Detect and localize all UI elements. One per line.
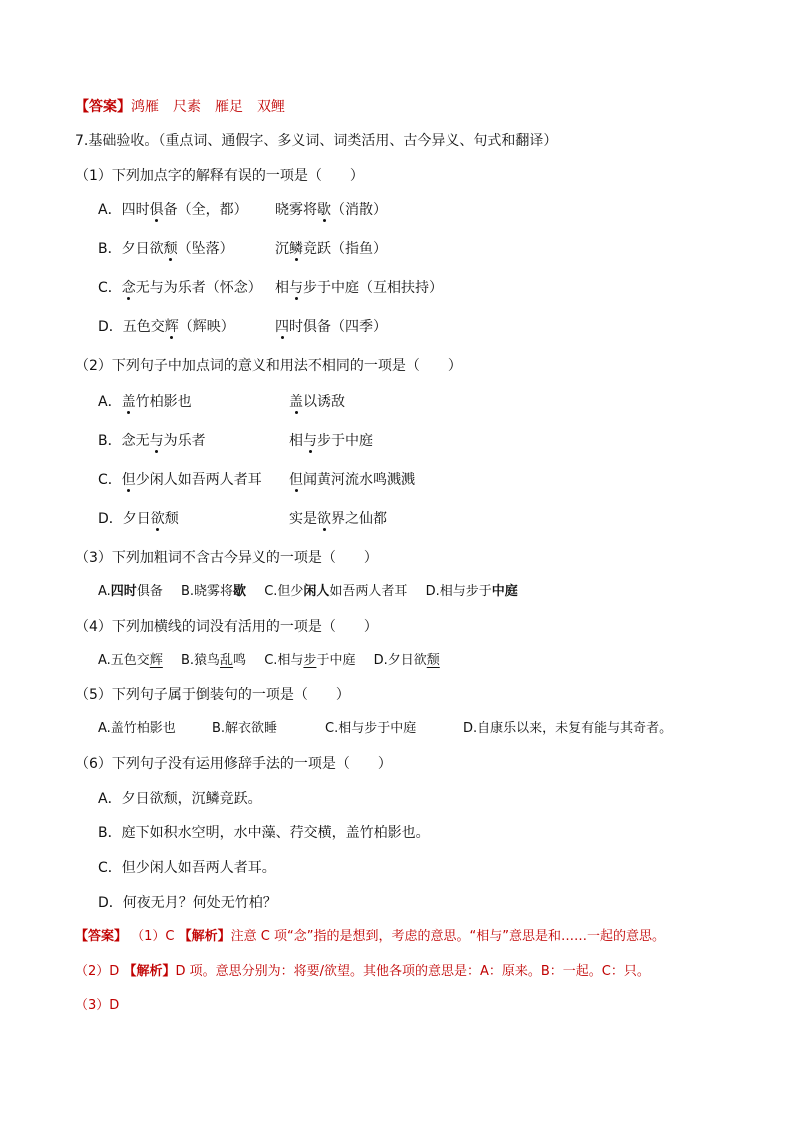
option-text: 备（全，都） [163,202,248,218]
option-text: （辉映） [178,319,235,335]
analysis-text: 注意 C 项“念”指的是想到，考虑的意思。“相与”意思是和……一起的意思。 [230,929,665,944]
option-text: A.五色交 [98,653,150,668]
answer-item: 雁足 [215,99,243,115]
option-text: 闻黄河流水鸣溅溅 [303,472,415,488]
underlined-word: 辉 [149,653,163,668]
option-text: 竞跃（指鱼） [303,241,387,257]
option-text: D.相与步于 [425,584,492,599]
option-text: 相 [275,280,289,296]
option-text: C.但少 [264,584,304,599]
option-text: B.晓雾将 [180,584,234,599]
option-a [98,584,163,599]
sub5-option-c: C.相与步于中庭 [325,721,417,736]
option-text: C.相与 [264,653,304,668]
sub1-option-d-right [275,317,387,337]
dotted-char: 鳞 [289,241,303,257]
sub5-question: （5）下列句子属于倒装句的一项是（ ） [75,687,350,703]
option-text: 少闲人如吾两人者耳 [135,472,262,488]
dotted-char: 与 [149,433,164,449]
dotted-char: 四 [275,319,289,335]
option-text: 如吾两人者耳 [329,584,408,599]
sub1-option-b-right [275,239,387,259]
dotted-char: 但 [289,472,303,488]
sub1-option-c [98,278,262,298]
option-text: A. [98,584,111,599]
option-c [264,584,407,599]
option-text: B．夕日欲 [98,241,164,257]
option-text: 竹柏影也 [135,394,192,410]
sub6-option-a: A．夕日欲颓，沉鳞竞跃。 [98,791,262,807]
sub3-question: （3）下列加粗词不含古今异义的一项是（ ） [75,550,378,566]
option-text: 步于中庭 [317,433,373,449]
sub4-question: （4）下列加横线的词没有活用的一项是（ ） [75,619,378,635]
dotted-char: 与 [289,280,303,296]
dotted-char: 盖 [121,394,136,410]
option-text: 以诱敌 [303,394,345,410]
answer-line-2 [75,962,650,982]
option-text: D.夕日欲 [373,653,427,668]
sub3-options [98,582,518,602]
bold-word: 四时 [110,584,137,599]
sub6-option-c: C．但少闲人如吾两人者耳。 [98,860,276,876]
dotted-char: 辉 [164,319,179,335]
dotted-char: 欲 [317,511,331,527]
option-text: A． [98,394,122,410]
dotted-char: 颓 [163,241,178,257]
option-text: 相 [289,433,303,449]
option-text: 沉 [275,241,289,257]
option-text: A．四时 [98,202,150,218]
option-text: 颓 [164,511,179,527]
answer-number: （2）D [75,964,120,979]
option-d [374,653,440,668]
option-text: （消散） [331,202,387,218]
dotted-char: 与 [303,433,317,449]
sub1-option-a [98,200,248,220]
sub1-option-b [98,239,234,259]
dotted-char: 歇 [317,202,331,218]
sub4-options [98,651,440,671]
option-text: 鸣 [233,653,247,668]
dotted-char: 盖 [289,394,303,410]
sub5-option-d: D.自康乐以来，未复有能与其奇者。 [463,721,673,736]
answer-item: 双鲤 [257,99,285,115]
option-text: 俱备 [136,584,163,599]
previous-answer [75,97,285,117]
sub2-question: （2）下列句子中加点词的意义和用法不相同的一项是（ ） [75,358,462,374]
option-text: B．念无 [98,433,150,449]
option-text: 为乐者 [163,433,206,449]
option-a [98,653,163,668]
option-text: B.猿鸟 [180,653,221,668]
option-text: 界之仙都 [331,511,387,527]
sub2-option-b [98,431,206,451]
answer-line-1 [75,927,665,947]
underlined-word: 乱 [220,653,234,668]
option-text: （坠落） [177,241,234,257]
sub6-option-d: D．何夜无月？何处无竹柏？ [98,895,277,911]
answer-number: （3）D [75,998,120,1013]
sub2-option-d [98,509,179,529]
sub2-option-a [98,392,192,412]
dotted-char: 欲 [150,511,165,527]
analysis-text: D 项。意思分别为：将要/欲望。其他各项的意思是：A：原来。B：一起。C：只。 [175,964,650,979]
answer-label: 【答案】 [75,929,128,944]
sub1-option-c-right [275,278,443,298]
analysis-label: 【解析】 [123,964,176,979]
option-text: 无与为乐者（怀念） [135,280,262,296]
sub6-question: （6）下列句子没有运用修辞手法的一项是（ ） [75,756,392,772]
option-text: D．五色交 [98,319,165,335]
bold-word: 闲人 [303,584,330,599]
sub2-option-b-right [289,431,373,451]
analysis-label: 【解析】 [178,929,231,944]
underlined-word: 颓 [426,653,440,668]
option-text: 于中庭 [316,653,356,668]
underlined-word: 步 [303,653,317,668]
sub1-question: （1）下列加点字的解释有误的一项是（ ） [75,168,364,184]
dotted-char: 但 [121,472,136,488]
dotted-char: 俱 [149,202,164,218]
sub5-option-a: A.盖竹柏影也 [98,721,176,736]
bold-word: 歇 [233,584,247,599]
sub2-option-c-right [289,470,415,490]
bold-word: 中庭 [491,584,518,599]
question-7-title: 7.基础验收。（重点词、通假字、多义词、词类活用、古今异义、句式和翻译） [75,133,558,149]
dotted-char: 念 [121,280,136,296]
sub6-option-b: B．庭下如积水空明，水中藻、荇交横，盖竹柏影也。 [98,825,430,841]
option-text: 实是 [289,511,317,527]
answer-item: 鸿雁 [131,99,159,115]
answer-item: 尺素 [173,99,201,115]
sub1-option-d [98,317,235,337]
option-text: C． [98,280,122,296]
option-text: C． [98,472,122,488]
answer-line-3 [75,996,119,1016]
option-b [181,584,246,599]
option-text: 时俱备（四季） [289,319,387,335]
option-b [181,653,246,668]
option-text: 晓雾将 [275,202,317,218]
sub2-option-d-right [289,509,387,529]
sub1-option-a-right [275,200,387,220]
answer-label: 【答案】 [75,99,131,115]
option-text: 步于中庭（互相扶持） [303,280,443,296]
sub2-option-c [98,470,262,490]
option-text: D．夕日 [98,511,151,527]
sub2-option-a-right [289,392,345,412]
answer-number: （1）C [131,929,175,944]
option-d [426,584,518,599]
sub5-option-b: B.解衣欲睡 [212,721,278,736]
option-c [264,653,355,668]
